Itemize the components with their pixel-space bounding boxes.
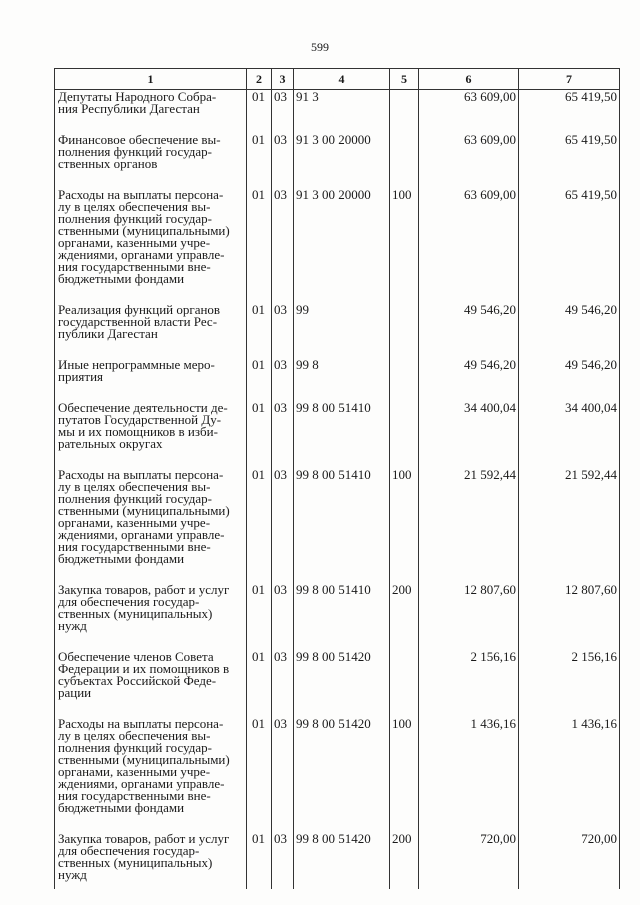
target-article-cell: 99 8 00 51410 [294, 583, 390, 650]
amount-year-2-cell: 21 592,44 [519, 468, 620, 583]
table-row [55, 650, 620, 717]
section-cell: 01 [247, 303, 272, 358]
target-article-cell: 91 3 00 20000 [294, 188, 390, 303]
section-cell: 01 [247, 401, 272, 468]
row-name-cell [55, 133, 247, 188]
amount-year-2-cell: 65 419,50 [519, 133, 620, 188]
amount-year-2-cell: 65 419,50 [519, 90, 620, 134]
header-col-7: 7 [519, 69, 620, 90]
row-name-line: рательных округах [58, 436, 163, 451]
row-name-cell [55, 303, 247, 358]
section-cell: 01 [247, 90, 272, 134]
target-article-cell: 91 3 00 20000 [294, 133, 390, 188]
amount-year-2-cell: 1 436,16 [519, 717, 620, 832]
row-name-line: Федерации и их помощников в [58, 661, 230, 676]
subsection-cell: 03 [272, 90, 294, 134]
amount-year-1-cell: 1 436,16 [419, 717, 519, 832]
target-article-cell: 91 3 [294, 90, 390, 134]
row-name-line: ждениями, органами управле- [58, 776, 225, 791]
row-name-line: мы и их помощников в изби- [58, 424, 218, 439]
row-name-cell [55, 358, 247, 401]
row-name-line: органами, казенными учре- [58, 764, 211, 779]
target-article-cell: 99 8 00 51410 [294, 468, 390, 583]
target-article-cell: 99 8 00 51420 [294, 832, 390, 889]
subsection-cell: 03 [272, 358, 294, 401]
section-cell: 01 [247, 188, 272, 303]
amount-year-2-cell: 720,00 [519, 832, 620, 889]
expense-type-cell: 100 [390, 188, 419, 303]
expense-type-cell: 100 [390, 717, 419, 832]
subsection-cell: 03 [272, 468, 294, 583]
subsection-cell: 03 [272, 401, 294, 468]
row-name-line: полнения функций государ- [58, 144, 212, 159]
expense-type-cell [390, 90, 419, 134]
row-name-line: ственными (муниципальными) [58, 752, 230, 767]
table-row [55, 401, 620, 468]
table-row [55, 303, 620, 358]
table-row [55, 133, 620, 188]
section-cell: 01 [247, 358, 272, 401]
section-cell: 01 [247, 133, 272, 188]
row-name-line: для обеспечения государ- [58, 594, 200, 609]
expense-type-cell [390, 401, 419, 468]
amount-year-2-cell: 2 156,16 [519, 650, 620, 717]
expense-type-cell: 200 [390, 583, 419, 650]
row-name-line: ния государственными вне- [58, 788, 211, 803]
row-name-line: приятия [58, 369, 104, 384]
row-name-line: бюджетными фондами [58, 800, 185, 815]
row-name-line: Расходы на выплаты персона- [58, 716, 224, 731]
row-name-cell [55, 90, 247, 134]
row-name-line: Обеспечение деятельности де- [58, 400, 228, 415]
amount-year-1-cell: 34 400,04 [419, 401, 519, 468]
amount-year-2-cell: 49 546,20 [519, 303, 620, 358]
target-article-cell: 99 8 00 51420 [294, 717, 390, 832]
section-cell: 01 [247, 650, 272, 717]
row-name-line: лу в целях обеспечения вы- [58, 728, 211, 743]
amount-year-2-cell: 49 546,20 [519, 358, 620, 401]
target-article-cell: 99 8 00 51420 [294, 650, 390, 717]
header-col-6: 6 [419, 69, 519, 90]
expense-type-cell: 100 [390, 468, 419, 583]
header-row [55, 69, 620, 90]
table-row [55, 583, 620, 650]
row-name-line: Закупка товаров, работ и услуг [58, 582, 230, 597]
row-name-line: публики Дагестан [58, 326, 158, 341]
expense-type-cell: 200 [390, 832, 419, 889]
row-name-cell [55, 583, 247, 650]
expense-type-cell [390, 133, 419, 188]
amount-year-1-cell: 12 807,60 [419, 583, 519, 650]
row-name-cell [55, 468, 247, 583]
row-name-line: Реализация функций органов [58, 302, 221, 317]
row-name-line: полнения функций государ- [58, 740, 212, 755]
table-row [55, 90, 620, 134]
section-cell: 01 [247, 583, 272, 650]
subsection-cell: 03 [272, 133, 294, 188]
amount-year-1-cell: 2 156,16 [419, 650, 519, 717]
subsection-cell: 03 [272, 303, 294, 358]
row-name-line: органами, казенными учре- [58, 515, 211, 530]
row-name-cell [55, 717, 247, 832]
row-name-line: лу в целях обеспечения вы- [58, 479, 211, 494]
amount-year-1-cell: 49 546,20 [419, 303, 519, 358]
subsection-cell: 03 [272, 832, 294, 889]
budget-table-container [54, 68, 619, 889]
row-name-line: нужд [58, 618, 87, 633]
row-name-cell [55, 650, 247, 717]
row-name-line: бюджетными фондами [58, 551, 185, 566]
row-name-line: Расходы на выплаты персона- [58, 467, 224, 482]
section-cell: 01 [247, 717, 272, 832]
target-article-cell: 99 8 [294, 358, 390, 401]
target-article-cell: 99 8 00 51410 [294, 401, 390, 468]
row-name-line: ственными (муниципальными) [58, 223, 230, 238]
expense-type-cell [390, 650, 419, 717]
row-name-line: ждениями, органами управле- [58, 247, 225, 262]
row-name-line: субъектах Российской Феде- [58, 673, 217, 688]
row-name-line: рации [58, 685, 92, 700]
table-row [55, 188, 620, 303]
row-name-line: Иные непрограммные меро- [58, 357, 215, 372]
amount-year-2-cell: 34 400,04 [519, 401, 620, 468]
row-name-line: ственных (муниципальных) [58, 606, 213, 621]
row-name-line: бюджетными фондами [58, 271, 185, 286]
row-name-cell [55, 188, 247, 303]
expense-type-cell [390, 303, 419, 358]
table-row [55, 832, 620, 889]
amount-year-2-cell: 65 419,50 [519, 188, 620, 303]
row-name-cell [55, 832, 247, 889]
row-name-line: лу в целях обеспечения вы- [58, 199, 211, 214]
budget-table [54, 68, 620, 889]
row-name-cell [55, 401, 247, 468]
header-col-1: 1 [55, 69, 247, 90]
row-name-line: Закупка товаров, работ и услуг [58, 831, 230, 846]
subsection-cell: 03 [272, 717, 294, 832]
row-name-line: органами, казенными учре- [58, 235, 211, 250]
row-name-line: ственных (муниципальных) [58, 855, 213, 870]
subsection-cell: 03 [272, 650, 294, 717]
row-name-line: ственными (муниципальными) [58, 503, 230, 518]
row-name-line: ния государственными вне- [58, 259, 211, 274]
row-name-line: ния государственными вне- [58, 539, 211, 554]
subsection-cell: 03 [272, 583, 294, 650]
amount-year-1-cell: 21 592,44 [419, 468, 519, 583]
table-row [55, 717, 620, 832]
table-row [55, 358, 620, 401]
row-name-line: путатов Государственной Ду- [58, 412, 222, 427]
row-name-line: полнения функций государ- [58, 491, 212, 506]
row-name-line: полнения функций государ- [58, 211, 212, 226]
section-cell: 01 [247, 832, 272, 889]
amount-year-1-cell: 720,00 [419, 832, 519, 889]
table-row [55, 468, 620, 583]
amount-year-1-cell: 63 609,00 [419, 133, 519, 188]
page-number: 599 [311, 40, 329, 54]
target-article-cell: 99 [294, 303, 390, 358]
header-col-2: 2 [247, 69, 272, 90]
row-name-line: нужд [58, 867, 87, 882]
amount-year-1-cell: 49 546,20 [419, 358, 519, 401]
expense-type-cell [390, 358, 419, 401]
amount-year-1-cell: 63 609,00 [419, 90, 519, 134]
row-name-line: ственных органов [58, 156, 158, 171]
row-name-line: Обеспечение членов Совета [58, 649, 214, 664]
table-body [55, 90, 620, 890]
row-name-line: Депутаты Народного Собра- [58, 89, 217, 104]
amount-year-1-cell: 63 609,00 [419, 188, 519, 303]
amount-year-2-cell: 12 807,60 [519, 583, 620, 650]
header-col-5: 5 [390, 69, 419, 90]
row-name-line: Расходы на выплаты персона- [58, 187, 224, 202]
row-name-line: Финансовое обеспечение вы- [58, 132, 221, 147]
header-col-4: 4 [294, 69, 390, 90]
row-name-line: для обеспечения государ- [58, 843, 200, 858]
row-name-line: государственной власти Рес- [58, 314, 218, 329]
row-name-line: ждениями, органами управле- [58, 527, 225, 542]
section-cell: 01 [247, 468, 272, 583]
header-col-3: 3 [272, 69, 294, 90]
subsection-cell: 03 [272, 188, 294, 303]
row-name-line: ния Республики Дагестан [58, 101, 200, 116]
